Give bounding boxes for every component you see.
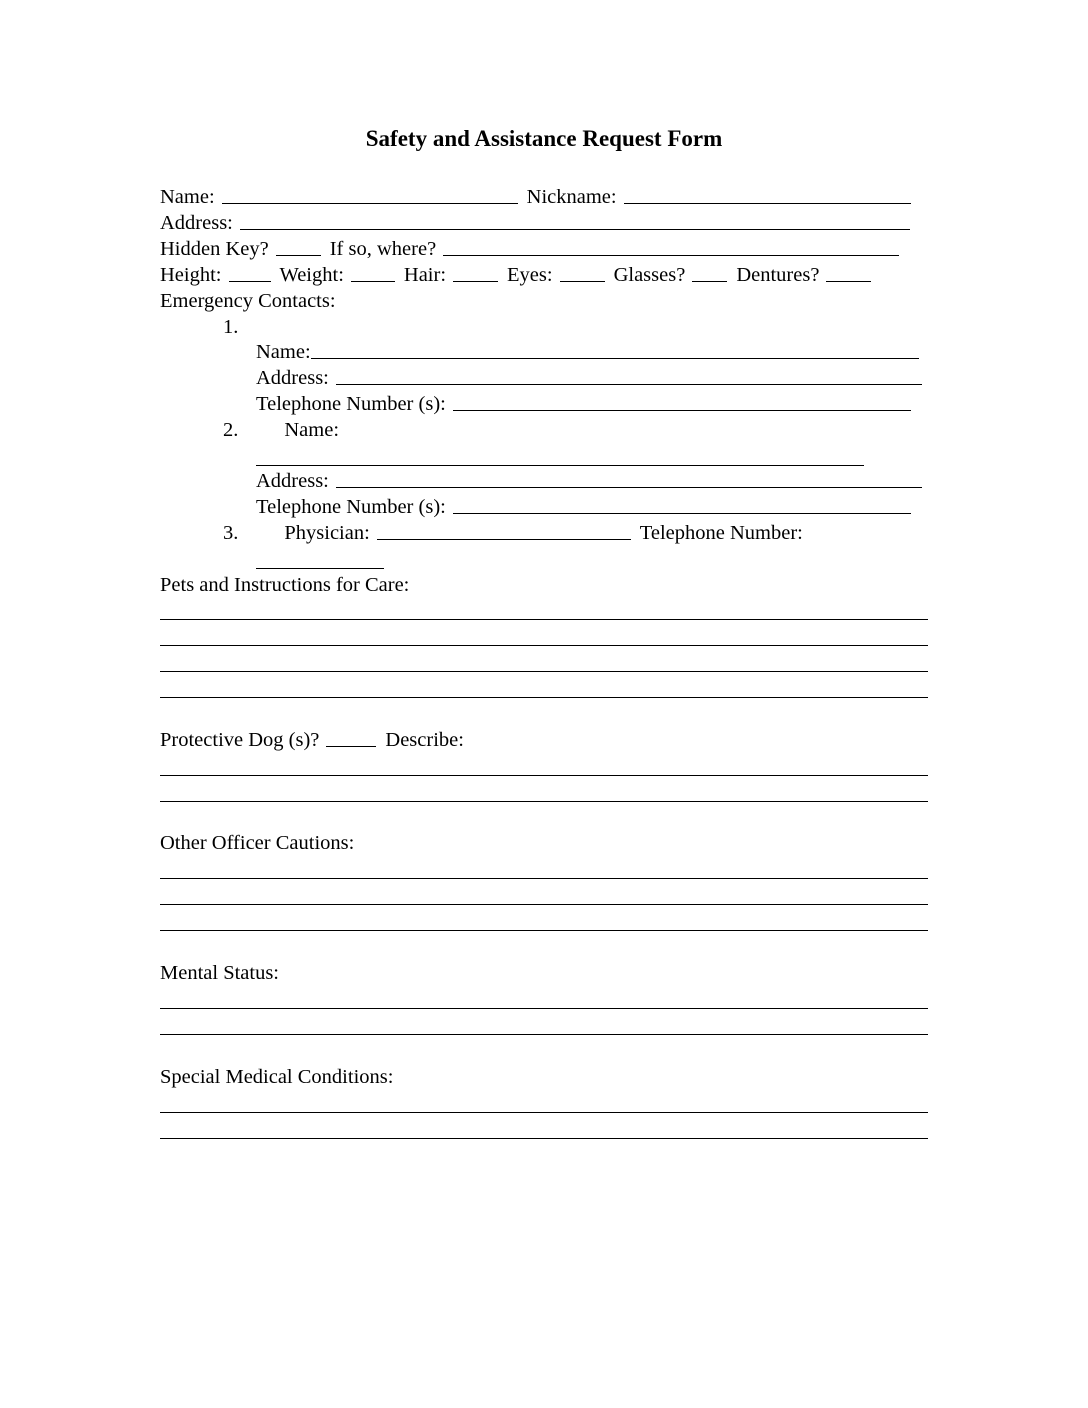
address-label: Address: — [160, 212, 233, 234]
emergency-contacts-label: Emergency Contacts: — [160, 290, 336, 312]
contact-1-address-row — [256, 365, 931, 391]
hidden-key-row — [160, 236, 908, 262]
physician-field[interactable] — [377, 521, 631, 540]
contact-1-number-row — [223, 314, 238, 340]
physician-row — [223, 520, 810, 546]
hair-label: Hair: — [403, 264, 447, 286]
contact-2-heading-row — [223, 417, 339, 443]
cautions-line-1[interactable] — [160, 878, 928, 879]
pets-line-4[interactable] — [160, 697, 928, 698]
height-label: Height: — [160, 264, 222, 286]
dog-description-line-1[interactable] — [160, 775, 928, 776]
mental-status-heading — [160, 960, 279, 986]
contact-1-name-label: Name: — [256, 341, 311, 363]
nickname-field[interactable] — [624, 185, 911, 204]
if-so-where-label: If so, where? — [329, 238, 437, 260]
form-title: Safety and Assistance Request Form — [365, 126, 723, 151]
physical-description-row — [160, 262, 880, 288]
cautions-line-2[interactable] — [160, 904, 928, 905]
contact-2-phone-row — [256, 494, 920, 520]
hair-field[interactable] — [453, 263, 498, 282]
weight-label: Weight: — [279, 264, 344, 286]
mental-status-line-2[interactable] — [160, 1034, 928, 1035]
height-field[interactable] — [229, 263, 271, 282]
pets-line-1[interactable] — [160, 619, 928, 620]
protective-dog-label: Protective Dog (s)? — [160, 729, 320, 751]
contact-1-name-row — [256, 339, 928, 365]
pets-label: Pets and Instructions for Care: — [160, 574, 410, 596]
mental-status-label: Mental Status: — [160, 962, 280, 984]
nickname-label: Nickname: — [526, 186, 617, 208]
physician-phone-field[interactable] — [256, 568, 384, 569]
emergency-contacts-heading — [160, 288, 336, 314]
cautions-label: Other Officer Cautions: — [160, 832, 355, 854]
contact-2-number: 2. — [223, 419, 239, 441]
contact-1-phone-label: Telephone Number (s): — [256, 393, 446, 415]
contact-2-address-label: Address: — [256, 470, 329, 492]
contact-2-name-field[interactable] — [256, 465, 864, 466]
glasses-field[interactable] — [692, 263, 727, 282]
contact-2-phone-field[interactable] — [453, 495, 911, 514]
contact-2-address-field[interactable] — [336, 469, 922, 488]
protective-dog-row — [160, 727, 464, 753]
dog-description-line-2[interactable] — [160, 801, 928, 802]
hidden-key-field[interactable] — [276, 237, 321, 256]
cautions-heading — [160, 830, 354, 856]
describe-label: Describe: — [385, 729, 464, 751]
name-label: Name: — [160, 186, 215, 208]
contact-2-name-label: Name: — [284, 419, 340, 441]
contact-1-address-label: Address: — [256, 367, 329, 389]
contact-1-phone-row — [256, 391, 920, 417]
pets-heading — [160, 572, 409, 598]
contact-2-address-row — [256, 468, 931, 494]
glasses-label: Glasses? — [613, 264, 686, 286]
contact-2-phone-label: Telephone Number (s): — [256, 496, 446, 518]
dentures-field[interactable] — [826, 263, 871, 282]
name-row — [160, 184, 920, 210]
eyes-field[interactable] — [560, 263, 605, 282]
pets-line-3[interactable] — [160, 671, 928, 672]
medical-line-2[interactable] — [160, 1138, 928, 1139]
hidden-key-location-field[interactable] — [443, 237, 899, 256]
contact-3-number: 3. — [223, 522, 239, 544]
mental-status-line-1[interactable] — [160, 1008, 928, 1009]
hidden-key-label: Hidden Key? — [160, 238, 269, 260]
physician-label: Physician: — [284, 522, 370, 544]
address-row — [160, 210, 919, 236]
physician-phone-label: Telephone Number: — [639, 522, 803, 544]
contact-1-phone-field[interactable] — [453, 392, 911, 411]
contact-1-name-field[interactable] — [311, 340, 919, 359]
medical-heading — [160, 1064, 393, 1090]
medical-line-1[interactable] — [160, 1112, 928, 1113]
name-field[interactable] — [222, 185, 518, 204]
medical-label: Special Medical Conditions: — [160, 1066, 394, 1088]
protective-dog-field[interactable] — [326, 728, 376, 747]
contact-1-number: 1. — [223, 316, 239, 338]
eyes-label: Eyes: — [507, 264, 553, 286]
pets-line-2[interactable] — [160, 645, 928, 646]
address-field[interactable] — [240, 211, 910, 230]
dentures-label: Dentures? — [736, 264, 820, 286]
cautions-line-3[interactable] — [160, 930, 928, 931]
weight-field[interactable] — [351, 263, 395, 282]
contact-1-address-field[interactable] — [336, 366, 922, 385]
